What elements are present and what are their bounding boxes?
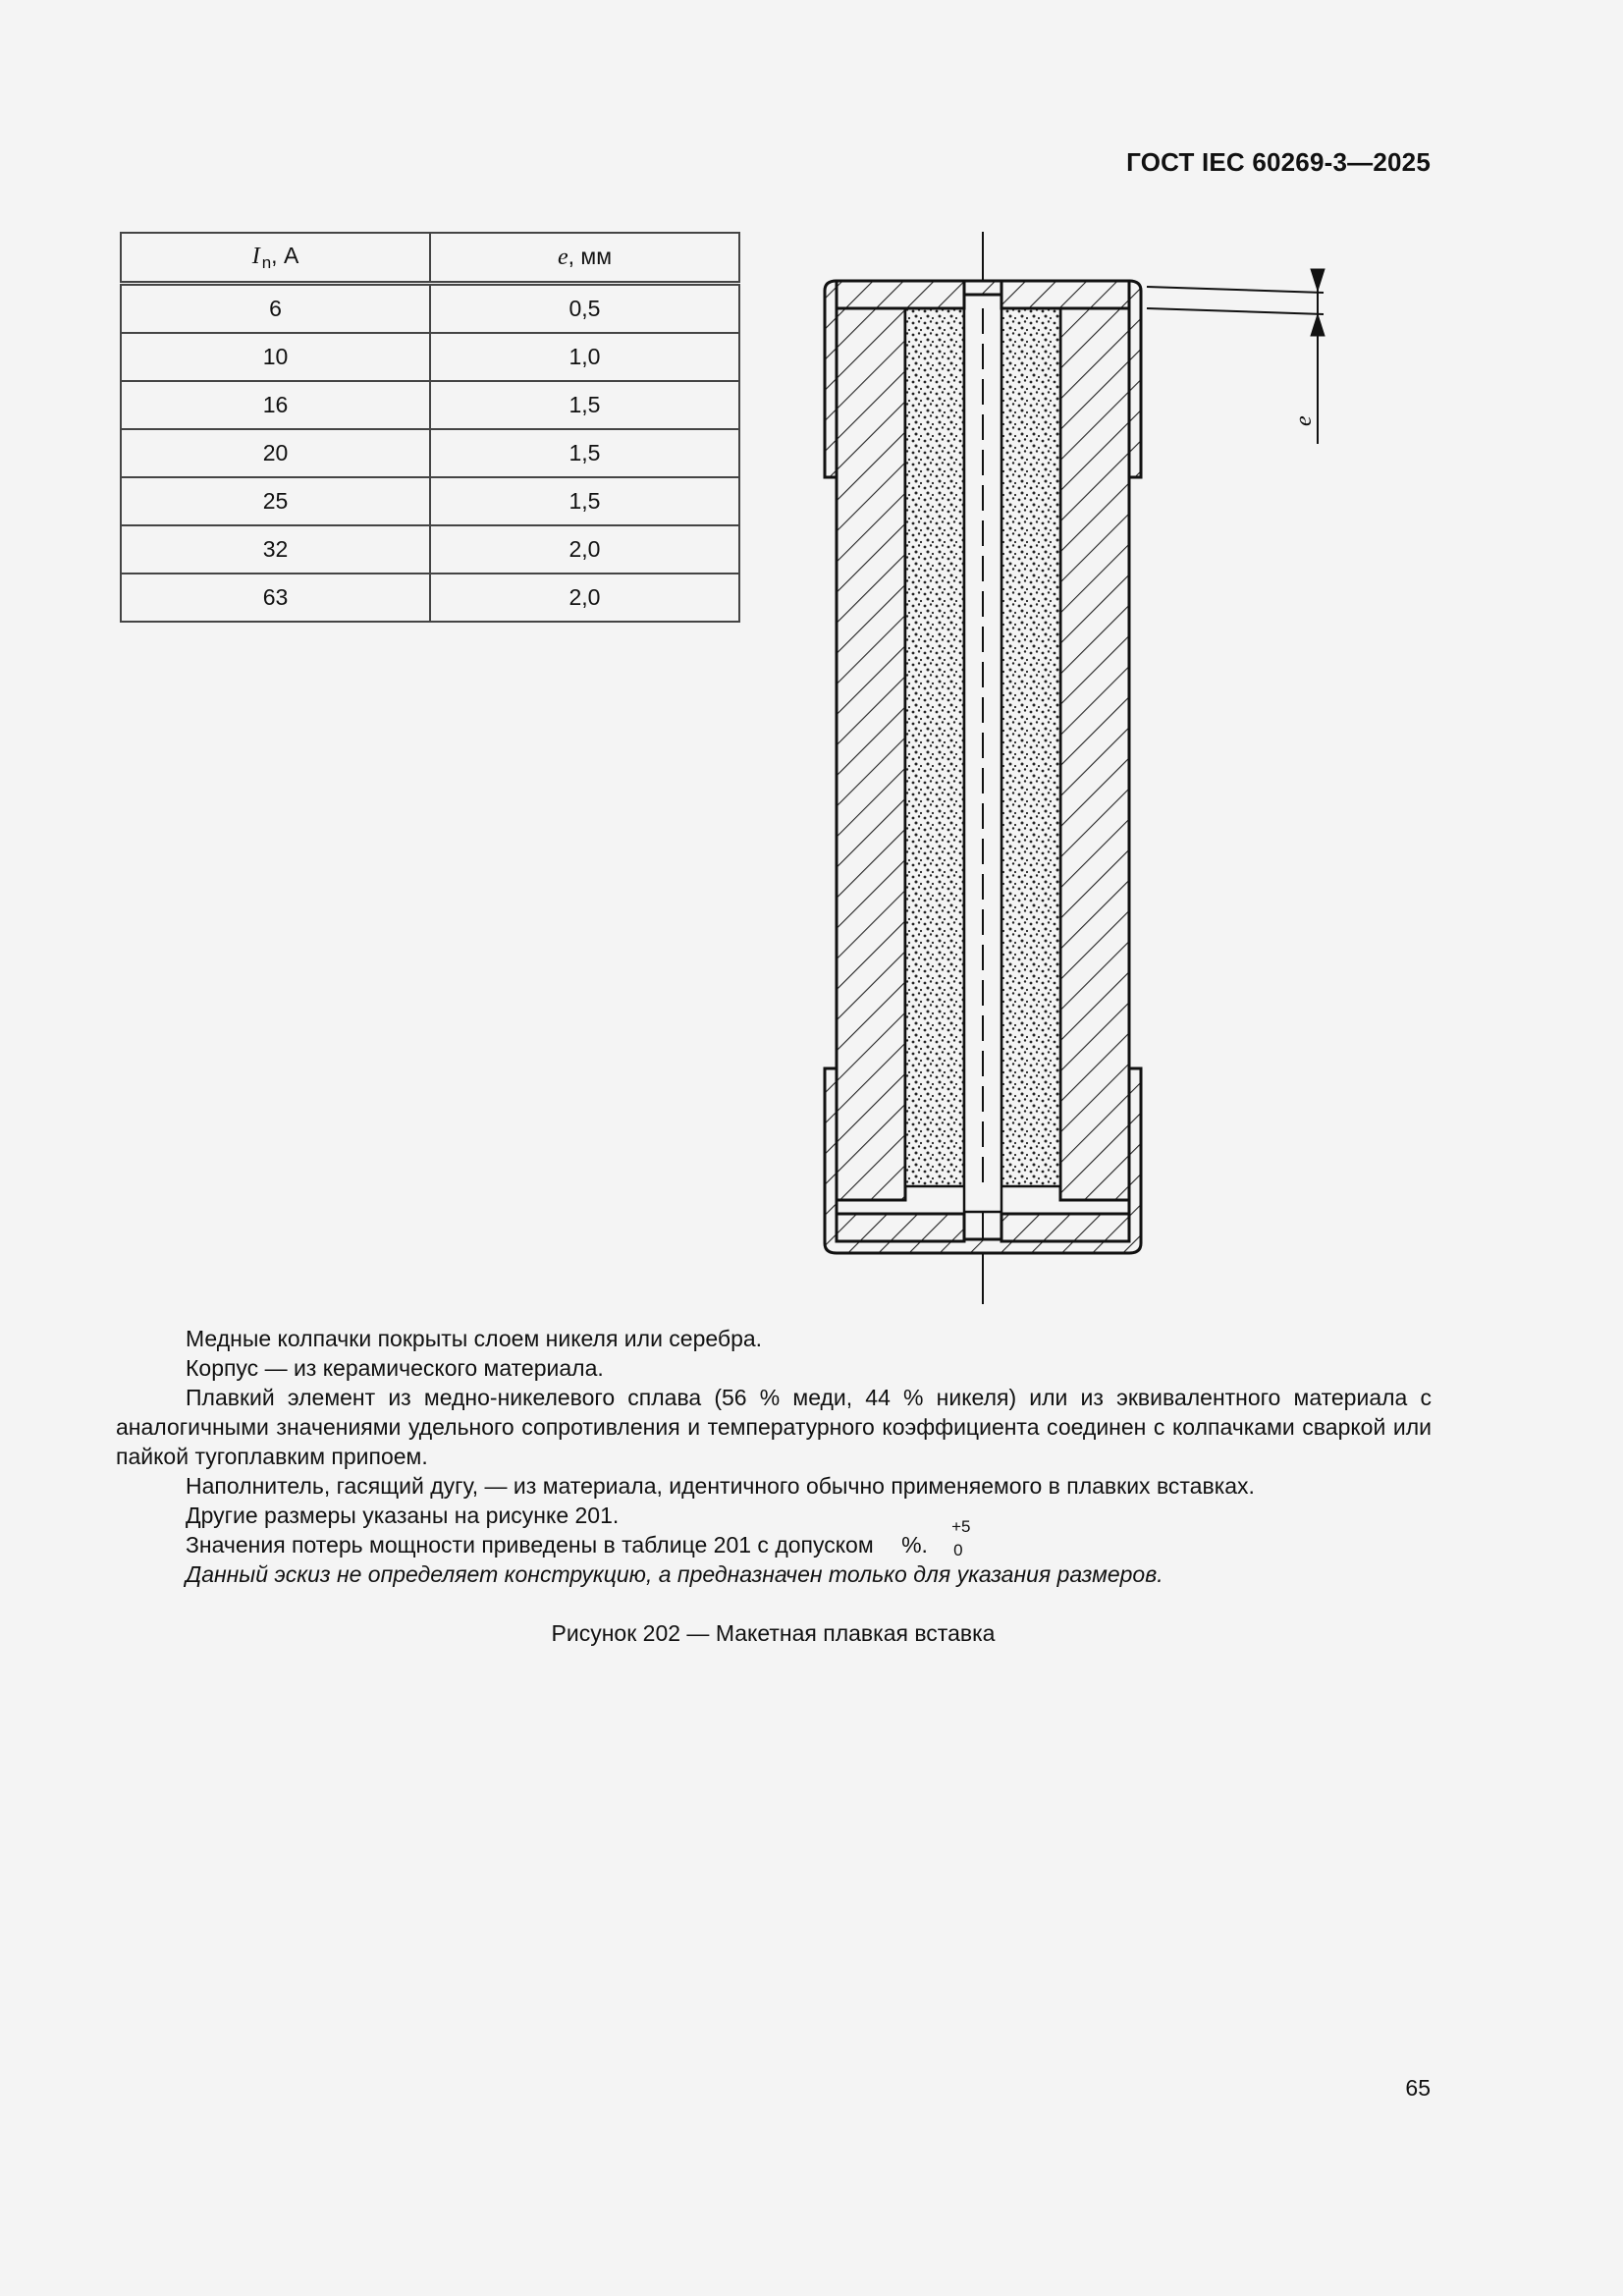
tolerance-unit: %. <box>901 1532 928 1558</box>
note-body: Корпус — из керамического материала. <box>186 1355 604 1381</box>
note-power-loss <box>116 1517 1432 1559</box>
figure-caption: Рисунок 202 — Макетная плавкая вставка <box>551 1620 996 1646</box>
rated-current-symbol: I <box>251 243 260 269</box>
dimensions-table <box>120 232 740 623</box>
ceramic-body-left <box>837 295 905 1200</box>
tolerance <box>882 1517 971 1559</box>
current-cell: 32 <box>121 525 430 574</box>
fuse-section-drawing <box>805 226 1355 1316</box>
dimension-label-e: e <box>1291 415 1317 426</box>
current-cell: 20 <box>121 429 430 477</box>
e-cell: 2,0 <box>430 525 739 574</box>
note-other-dimensions: Другие размеры указаны на рисунке 201. <box>186 1503 620 1528</box>
current-cell: 10 <box>121 333 430 381</box>
figure-notes <box>116 1324 1432 1589</box>
table-header-row <box>121 233 739 284</box>
column-header-e <box>430 233 739 284</box>
e-symbol: e <box>557 245 568 270</box>
note-filler: Наполнитель, гасящий дугу, — из материала, идентичного обычно применяемого в плавких вставках. <box>186 1473 1255 1499</box>
table-row <box>121 333 739 381</box>
table-row <box>121 525 739 574</box>
page-number: 65 <box>1405 2075 1431 2101</box>
bottom-cap-plate-left <box>837 1214 964 1241</box>
extension-line-bottom <box>1147 308 1324 314</box>
top-cap-plate-left <box>837 281 964 308</box>
table-row <box>121 284 739 334</box>
power-loss-text: Значения потерь мощности приведены в таблице 201 с допуском <box>186 1532 874 1558</box>
e-cell: 0,5 <box>430 284 739 334</box>
dimension-arrow-top <box>1311 269 1325 291</box>
e-unit: , мм <box>568 244 613 269</box>
e-cell: 1,5 <box>430 381 739 429</box>
tolerance-lower: 0 <box>953 1541 963 1559</box>
dimension-arrow-bottom <box>1311 314 1325 336</box>
tolerance-upper: +5 <box>951 1517 971 1536</box>
e-cell: 1,0 <box>430 333 739 381</box>
note-element: Плавкий элемент из медно-никелевого сплава (56 % меди, 44 % никеля) или из эквивалентного материала с аналогичными значениями удельного сопротивления и температурного коэффициента соединен с колпачками сваркой или пайкой тугоплавким припоем. <box>116 1385 1432 1469</box>
table-row <box>121 574 739 622</box>
current-cell: 16 <box>121 381 430 429</box>
e-cell: 2,0 <box>430 574 739 622</box>
current-cell: 25 <box>121 477 430 525</box>
table-row <box>121 477 739 525</box>
top-cap-plate-right <box>1001 281 1129 308</box>
ceramic-body-right <box>1060 295 1129 1200</box>
document-code: ГОСТ IEC 60269-3—2025 <box>1126 147 1431 177</box>
bottom-cap-plate-right <box>1001 1214 1129 1241</box>
note-disclaimer: Данный эскиз не определяет конструкцию, а предназначен только для указания размеров. <box>186 1561 1163 1587</box>
table-row <box>121 381 739 429</box>
filler-left <box>905 308 964 1186</box>
extension-line-top <box>1147 287 1324 293</box>
column-header-rated-current <box>121 233 430 284</box>
current-cell: 6 <box>121 284 430 334</box>
current-cell: 63 <box>121 574 430 622</box>
rated-current-unit: , А <box>271 242 299 268</box>
e-cell: 1,5 <box>430 429 739 477</box>
note-caps: Медные колпачки покрыты слоем никеля или серебра. <box>186 1326 763 1351</box>
filler-right <box>1001 308 1060 1186</box>
e-cell: 1,5 <box>430 477 739 525</box>
table-row <box>121 429 739 477</box>
rated-current-subscript: n <box>261 252 272 272</box>
